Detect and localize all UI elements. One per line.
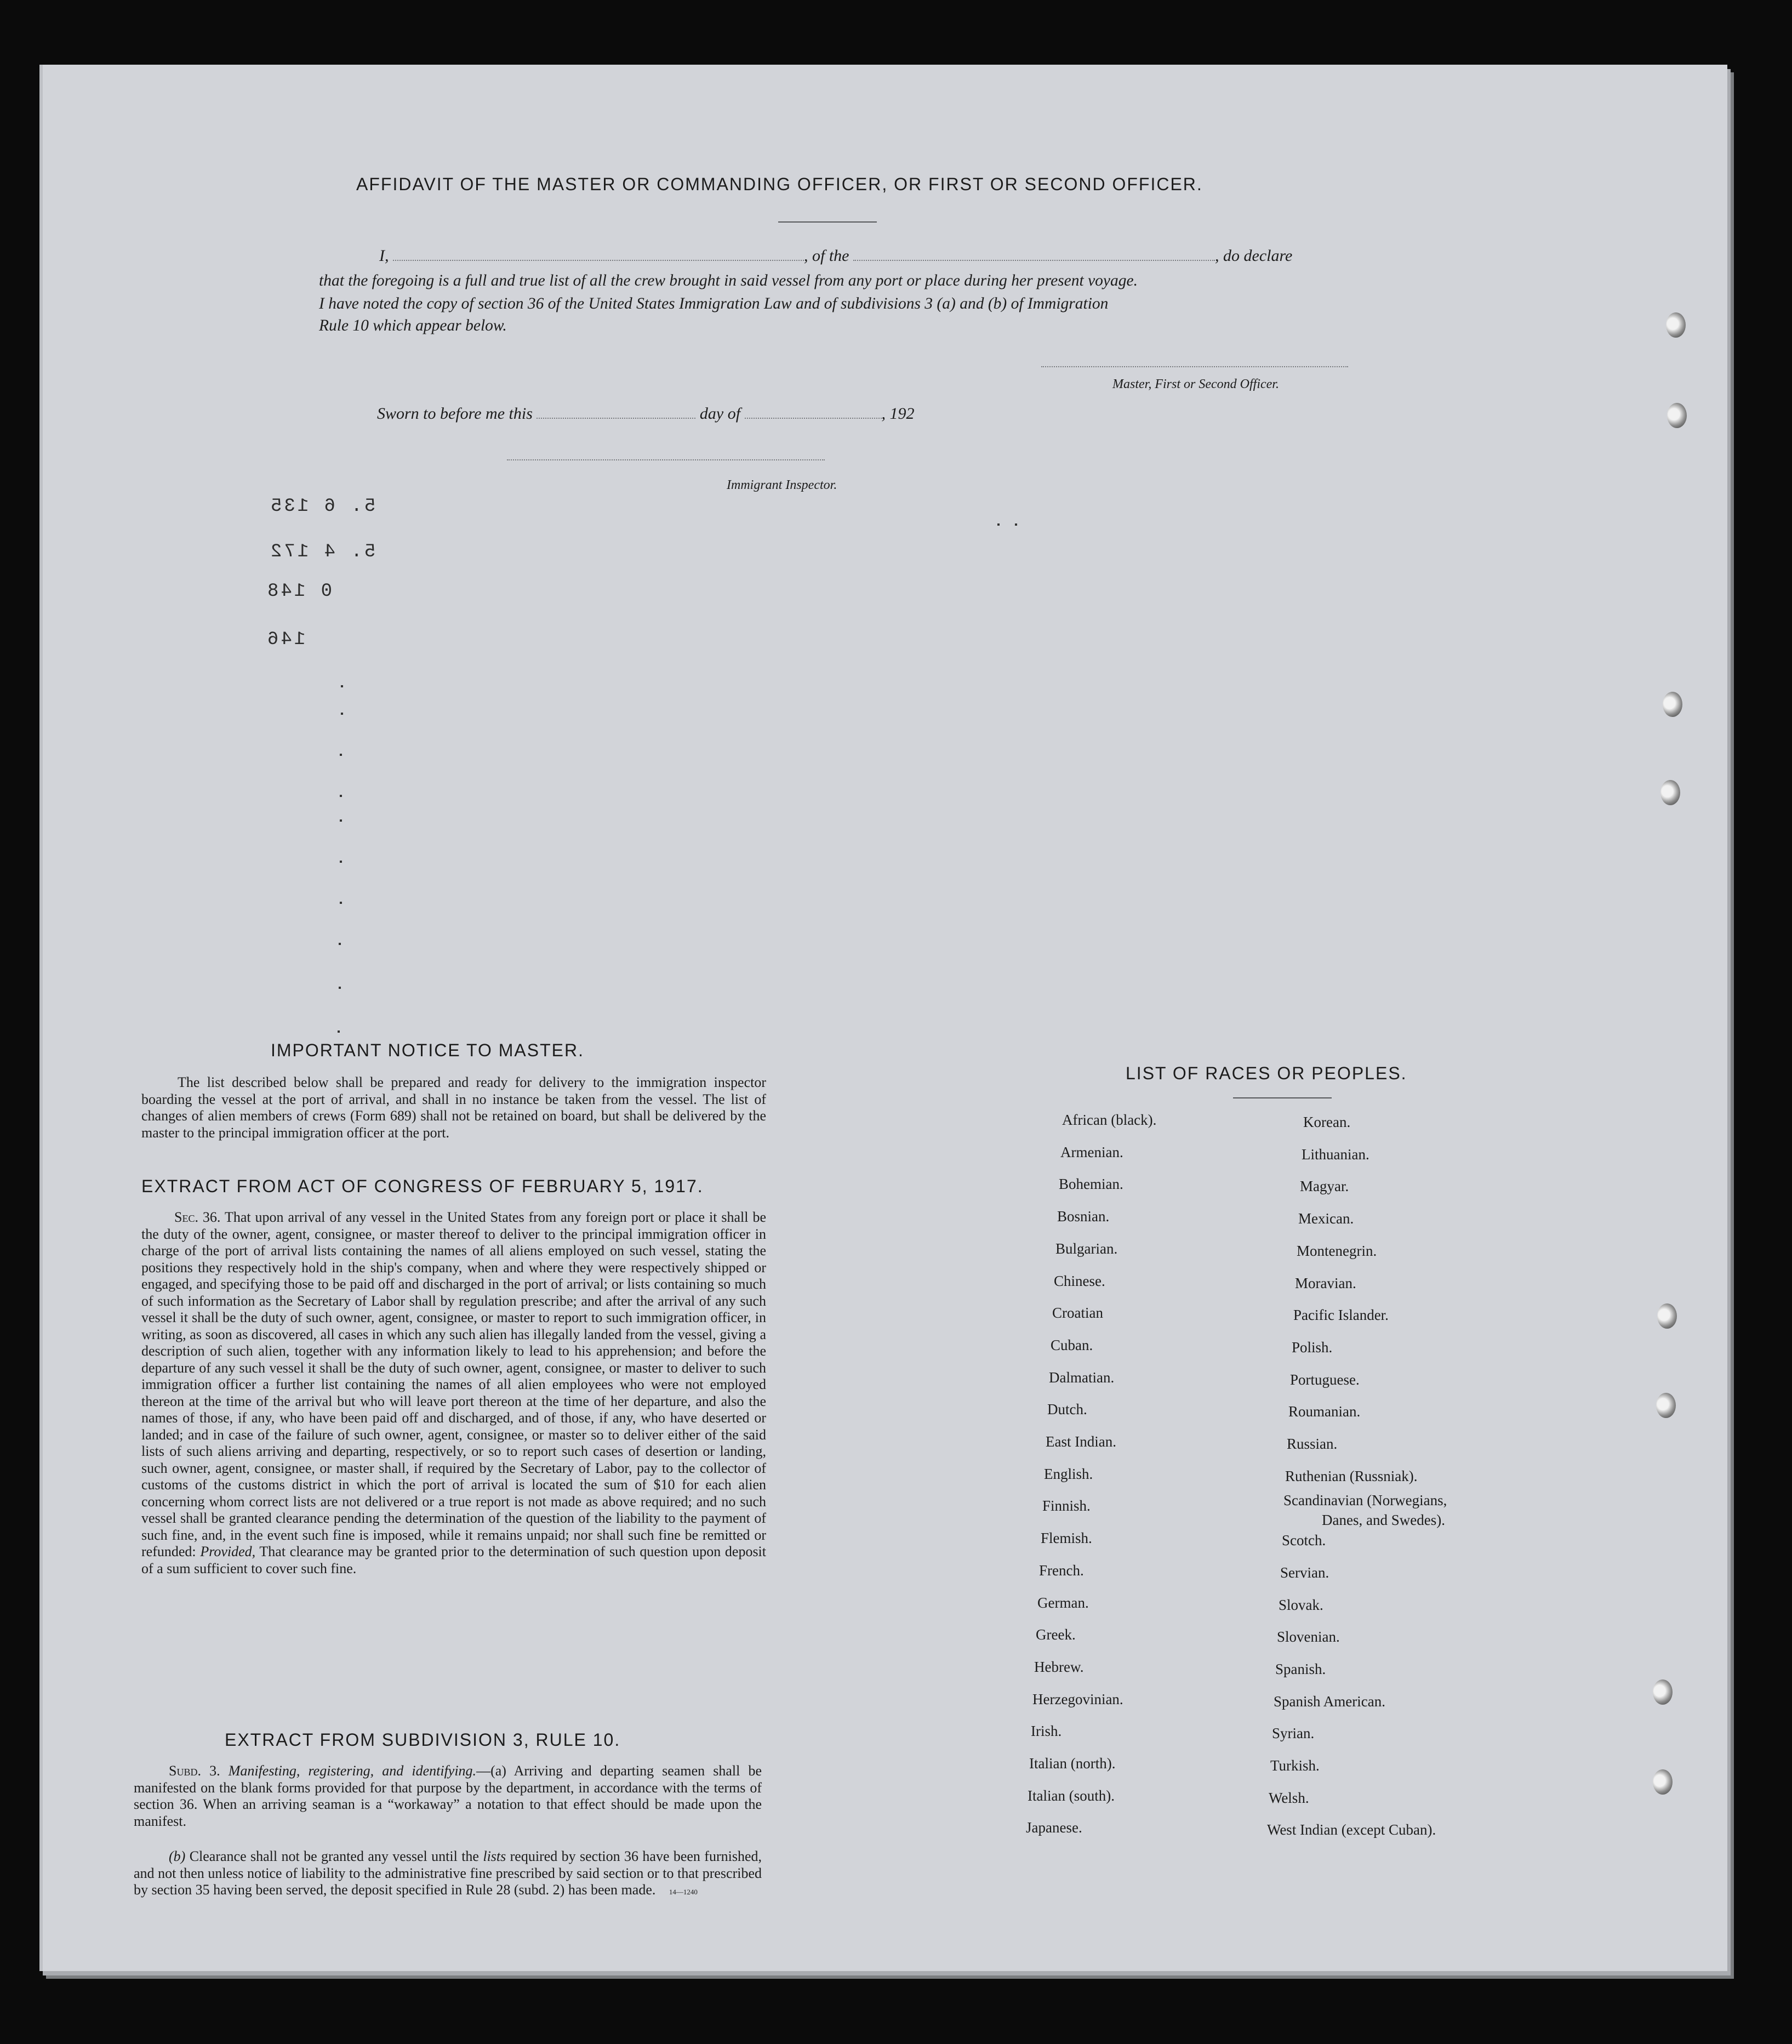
margin-mark xyxy=(339,943,341,945)
punch-hole-icon xyxy=(1657,1303,1677,1329)
sworn-month-field[interactable] xyxy=(745,418,882,419)
part-b-label: (b) xyxy=(169,1848,186,1864)
notice-text: The list described below shall be prepared and ready for delivery to the immigration inspector boarding the vessel at the port of arrival, and shall in no instance be taken from the vessel. The list of changes of alien members of crews (Form 689) shall not be retained on board, but shall be delivered by the master to the principal immigration officer at the port. xyxy=(141,1074,766,1141)
sworn-day-field[interactable] xyxy=(537,418,695,419)
affidavit-line-2: that the foregoing is a full and true list of all the crew brought in said vessel from any port or place during her present voyage. xyxy=(319,272,1138,289)
race-item: German. xyxy=(1037,1595,1089,1611)
race-item: Portuguese. xyxy=(1290,1371,1360,1388)
race-item: Roumanian. xyxy=(1288,1403,1361,1420)
race-item: Korean. xyxy=(1303,1114,1351,1130)
race-item: Magyar. xyxy=(1300,1178,1349,1194)
inspector-caption: Immigrant Inspector. xyxy=(727,478,837,492)
vessel-field[interactable] xyxy=(853,260,1215,261)
provided-word: Provided, xyxy=(200,1544,256,1559)
race-item: English. xyxy=(1044,1466,1093,1482)
act-title: EXTRACT FROM ACT OF CONGRESS OF FEBRUARY 5, 1917. xyxy=(141,1176,704,1196)
race-item: Scotch. xyxy=(1282,1532,1326,1548)
stamp-number: 5. 6 135 xyxy=(269,496,376,517)
affidavit-line-1 xyxy=(379,247,1292,265)
stamp-number: 5. 4 172 xyxy=(269,542,376,562)
race-item: Armenian. xyxy=(1060,1144,1123,1160)
race-item: Irish. xyxy=(1031,1723,1062,1739)
race-item: Japanese. xyxy=(1026,1819,1082,1836)
race-item: Hebrew. xyxy=(1034,1659,1084,1675)
margin-mark xyxy=(1015,523,1017,526)
sheet-edge xyxy=(39,65,43,1971)
race-item: Moravian. xyxy=(1295,1275,1356,1291)
race-item: Lithuanian. xyxy=(1302,1146,1369,1163)
margin-mark xyxy=(340,902,342,904)
race-item: Herzegovinian. xyxy=(1032,1691,1123,1707)
subd-label: Subd. 3. xyxy=(169,1763,220,1779)
stamp-number: 0 148 xyxy=(265,581,333,602)
stamp-number: 146 xyxy=(265,629,306,650)
part-b-text-1: Clearance shall not be granted any vessel until the xyxy=(189,1848,479,1864)
affidavit-declare: , do declare xyxy=(1215,247,1293,265)
master-signature-field[interactable] xyxy=(1041,366,1348,367)
race-item: East Indian. xyxy=(1046,1433,1116,1450)
race-item-continued: Danes, and Swedes). xyxy=(1322,1512,1445,1528)
part-b-lists: lists xyxy=(483,1848,506,1864)
race-item: Polish. xyxy=(1292,1339,1333,1356)
race-item: Italian (south). xyxy=(1028,1787,1115,1804)
race-item: Mexican. xyxy=(1298,1210,1354,1227)
race-item: Croatian xyxy=(1052,1305,1103,1321)
race-item: West Indian (except Cuban). xyxy=(1267,1821,1436,1838)
race-item: Spanish. xyxy=(1275,1661,1326,1677)
rule-part-a xyxy=(134,1763,762,1830)
punch-hole-icon xyxy=(1656,1393,1676,1418)
margin-mark xyxy=(340,819,342,822)
race-item: Dutch. xyxy=(1047,1401,1087,1417)
race-item: Syrian. xyxy=(1272,1725,1315,1741)
margin-mark xyxy=(341,685,343,687)
race-item: Bosnian. xyxy=(1057,1208,1110,1225)
punch-hole-icon xyxy=(1663,692,1682,717)
margin-mark xyxy=(338,1030,340,1033)
name-field[interactable] xyxy=(393,260,804,261)
race-item: Greek. xyxy=(1036,1626,1076,1643)
affidavit-line-4: Rule 10 which appear below. xyxy=(319,317,507,334)
form-number: 14—1240 xyxy=(669,1888,698,1896)
margin-mark xyxy=(339,987,341,989)
race-item: Turkish. xyxy=(1270,1757,1320,1774)
race-item: Scandinavian (Norwegians, xyxy=(1283,1492,1447,1508)
margin-mark xyxy=(997,523,1000,526)
race-item: Chinese. xyxy=(1054,1273,1105,1289)
sworn-text: Sworn to before me this xyxy=(377,405,533,423)
sworn-line xyxy=(377,405,915,423)
affidavit-of-the: , of the xyxy=(804,247,849,265)
punch-hole-icon xyxy=(1653,1769,1673,1795)
affidavit-i: I, xyxy=(379,247,389,265)
title-rule xyxy=(778,221,877,223)
race-item: Ruthenian (Russniak). xyxy=(1285,1468,1418,1484)
race-item: Slovak. xyxy=(1279,1597,1323,1613)
act-text xyxy=(141,1209,766,1577)
rule-title: EXTRACT FROM SUBDIVISION 3, RULE 10. xyxy=(225,1730,621,1750)
year-text: , 192 xyxy=(881,405,915,423)
punch-hole-icon xyxy=(1660,780,1680,805)
sec-label: Sec. 36. xyxy=(174,1209,221,1225)
race-item: French. xyxy=(1039,1562,1084,1579)
punch-hole-icon xyxy=(1667,403,1687,428)
race-item: Dalmatian. xyxy=(1049,1369,1115,1386)
race-item: Servian. xyxy=(1280,1564,1329,1581)
margin-mark xyxy=(340,861,342,863)
margin-mark xyxy=(341,713,343,715)
margin-mark xyxy=(340,754,342,756)
rule-part-b xyxy=(134,1848,762,1901)
punch-hole-icon xyxy=(1666,312,1686,338)
race-item: Finnish. xyxy=(1042,1498,1091,1514)
form-sheet xyxy=(39,65,1727,1971)
race-item: Pacific Islander. xyxy=(1293,1307,1389,1323)
punch-hole-icon xyxy=(1653,1679,1673,1705)
races-title: LIST OF RACES OR PEOPLES. xyxy=(1126,1063,1407,1083)
race-item: Spanish American. xyxy=(1274,1693,1385,1710)
race-item: Bulgarian. xyxy=(1055,1240,1118,1257)
race-item: Slovenian. xyxy=(1277,1629,1340,1645)
subd-part-a: —(a) Arriving and departing seamen shall be manifested on the blank forms provided for that purpose by the department, in accordance with the terms of section 36. When an arriving seaman is a “workaway” a notation to that effect should be made upon the manifest. xyxy=(134,1763,762,1829)
race-item: African (black). xyxy=(1062,1112,1157,1128)
race-item: Cuban. xyxy=(1051,1337,1093,1353)
sec-body-end: That clearance may be granted prior to the determination of such question upon deposit of a sum sufficient to cover such fine. xyxy=(141,1544,767,1576)
race-item: Bohemian. xyxy=(1059,1176,1123,1192)
inspector-signature-field[interactable] xyxy=(507,459,825,460)
master-caption: Master, First or Second Officer. xyxy=(1112,377,1279,391)
races-title-rule xyxy=(1233,1097,1332,1098)
race-item: Italian (north). xyxy=(1029,1755,1116,1772)
day-of-text: day of xyxy=(699,405,741,423)
race-item: Welsh. xyxy=(1269,1790,1309,1806)
race-item: Flemish. xyxy=(1041,1530,1092,1546)
subd-heading: Manifesting, registering, and identifying. xyxy=(228,1763,477,1779)
margin-mark xyxy=(340,795,342,797)
race-item: Russian. xyxy=(1287,1436,1338,1452)
race-item: Montenegrin. xyxy=(1297,1243,1377,1259)
notice-title: IMPORTANT NOTICE TO MASTER. xyxy=(271,1040,584,1060)
affidavit-title: AFFIDAVIT OF THE MASTER OR COMMANDING OFFICER, OR FIRST OR SECOND OFFICER. xyxy=(356,174,1203,194)
affidavit-line-3: I have noted the copy of section 36 of the United States Immigration Law and of subdivisions 3 (a) and (b) of Immigration xyxy=(319,295,1109,312)
sec-body: That upon arrival of any vessel in the United States from any foreign port or place it shall be the duty of the owner, agent, consignee, or master thereof to deliver to the principal immigration officer in charge of the port of arrival lists containing the names of all aliens employed on such vessel, stating the positions they respectively hold in the ship's company, when and where they were respectively shipped or engaged, and specifying those to be paid off and discharged in the port of arrival; or lists containing so much of such information as the Secretary of Labor shall by regulation prescribe; and after the arrival of any such vessel it shall be the duty of such owner, agent, consignee, or master to report to such immigration officer, in writing, as soon as discovered, all cases in which any such alien has illegally landed from the vessel, giving a description of such alien, together with any information likely to lead to his apprehension; and before the departure of any such vessel it shall be the duty of such owner, agent, consignee, or master to deliver to such immigration officer a further list containing the names of all alien employees who were not employed thereon at the time of the arrival but who will leave port thereon at the time of her departure, and also the names of those, if any, who have been paid off and discharged, and of those, if any, who have deserted or landed; and in case of the failure of such owner, agent, consignee, or master so to deliver either of the said lists of such aliens arriving and departing, respectively, or so to report such cases of desertion or landing, such owner, agent, consignee, or master shall, if required by the Secretary of Labor, pay to the collector of customs of the customs district in which the port of arrival is located the sum of $10 for each alien concerning whom correct lists are not delivered or a true report is not made as above required; and no such vessel shall be granted clearance pending the determination of the question of the liability to the payment of such fine, and, in the event such fine is imposed, while it remains unpaid; nor shall such fine be remitted or refunded: xyxy=(141,1209,766,1559)
part-b-text-2: required by section 36 have been furnished, and not then unless notice of liability to the administrative fine prescribed by said section or to that prescribed by section 35 having been served, the deposit specified in Rule 28 (subd. 2) has been made. xyxy=(134,1848,762,1898)
